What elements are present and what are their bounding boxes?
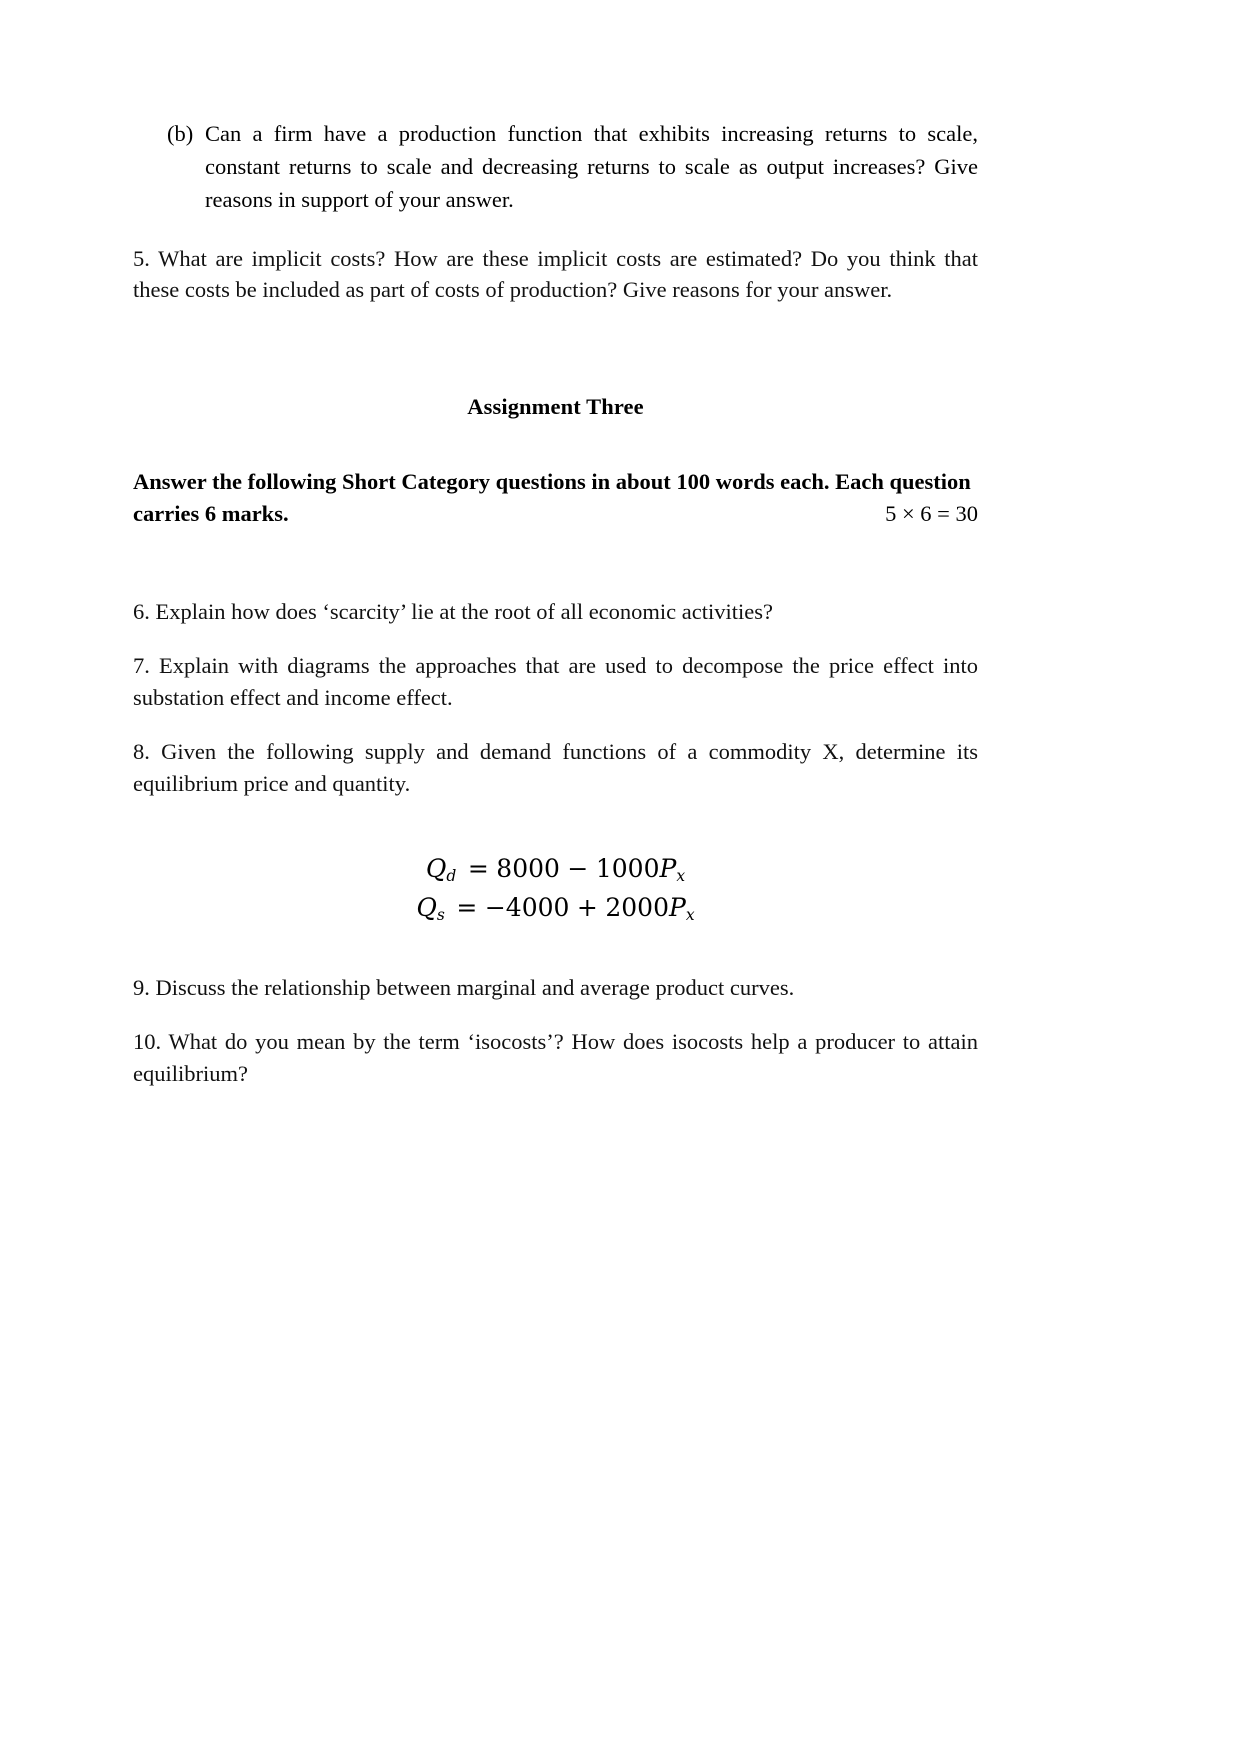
question-8: 8. Given the following supply and demand functions of a commodity X, determine its equilibrium price and quantity.: [133, 739, 978, 797]
equation-supply-operator: +: [576, 892, 598, 922]
assignment-heading: Assignment Three: [467, 394, 644, 420]
equation-supply-equals: =: [456, 892, 478, 922]
page-content: [133, 118, 978, 1090]
equation-demand-equals: =: [467, 853, 489, 883]
question-10: 10. What do you mean by the term ‘isocosts’? How does isocosts help a producer to attain equilibrium?: [133, 1028, 978, 1086]
spacer-after-heading: [133, 420, 978, 466]
equation-demand-lhs-subscript: d: [446, 867, 457, 886]
equation-supply-lhs-subscript: s: [436, 906, 445, 925]
equation-demand-operator: −: [567, 853, 589, 883]
assignment-marks-note: 5 × 6 = 30: [885, 501, 978, 527]
question-5: 5. What are implicit costs? How are these implicit costs are estimated? Do you think that these costs be included as part of costs of production? Give reasons for your answer.: [133, 245, 978, 303]
equation-supply-lhs: Q: [416, 892, 437, 922]
equation-demand-variable-subscript: x: [676, 867, 686, 886]
equation-block: [133, 853, 978, 925]
equation-supply: [133, 892, 978, 925]
assignment-instruction-line-2-row: [133, 498, 978, 530]
spacer-before-heading: [133, 328, 978, 394]
equation-demand-lhs: Q: [425, 853, 447, 883]
spacer-after-equations: [133, 920, 978, 972]
question-4b: [133, 118, 978, 217]
equation-supply-coefficient: 2000: [605, 892, 669, 922]
equation-supply-constant: −4000: [484, 892, 570, 922]
question-9: 9. Discuss the relationship between marginal and average product curves.: [133, 974, 795, 1000]
spacer-before-questions: [133, 530, 978, 596]
equation-demand: [133, 853, 978, 886]
spacer-before-equations: [133, 822, 978, 856]
question-7: 7. Explain with diagrams the approaches that are used to decompose the price effect into substation effect and income effect.: [133, 653, 978, 711]
question-4b-marker: (b): [167, 121, 194, 146]
equation-demand-constant: 8000: [496, 853, 560, 883]
question-6: 6. Explain how does ‘scarcity’ lie at the root of all economic activities?: [133, 599, 773, 625]
equation-supply-variable: P: [669, 892, 686, 922]
equation-supply-variable-subscript: x: [685, 906, 695, 925]
assignment-instruction-line-1: Answer the following Short Category questions in about 100 words each. Each question: [133, 469, 971, 495]
assignment-instruction-line-2: carries 6 marks.: [133, 501, 289, 527]
equation-demand-coefficient: 1000: [595, 853, 660, 883]
equation-demand-variable: P: [659, 853, 677, 883]
question-4b-text: Can a firm have a production function that exhibits increasing returns to scale, constant returns to scale and decreasing returns to scale as output increases? Give reasons in support of your answer.: [205, 121, 978, 212]
